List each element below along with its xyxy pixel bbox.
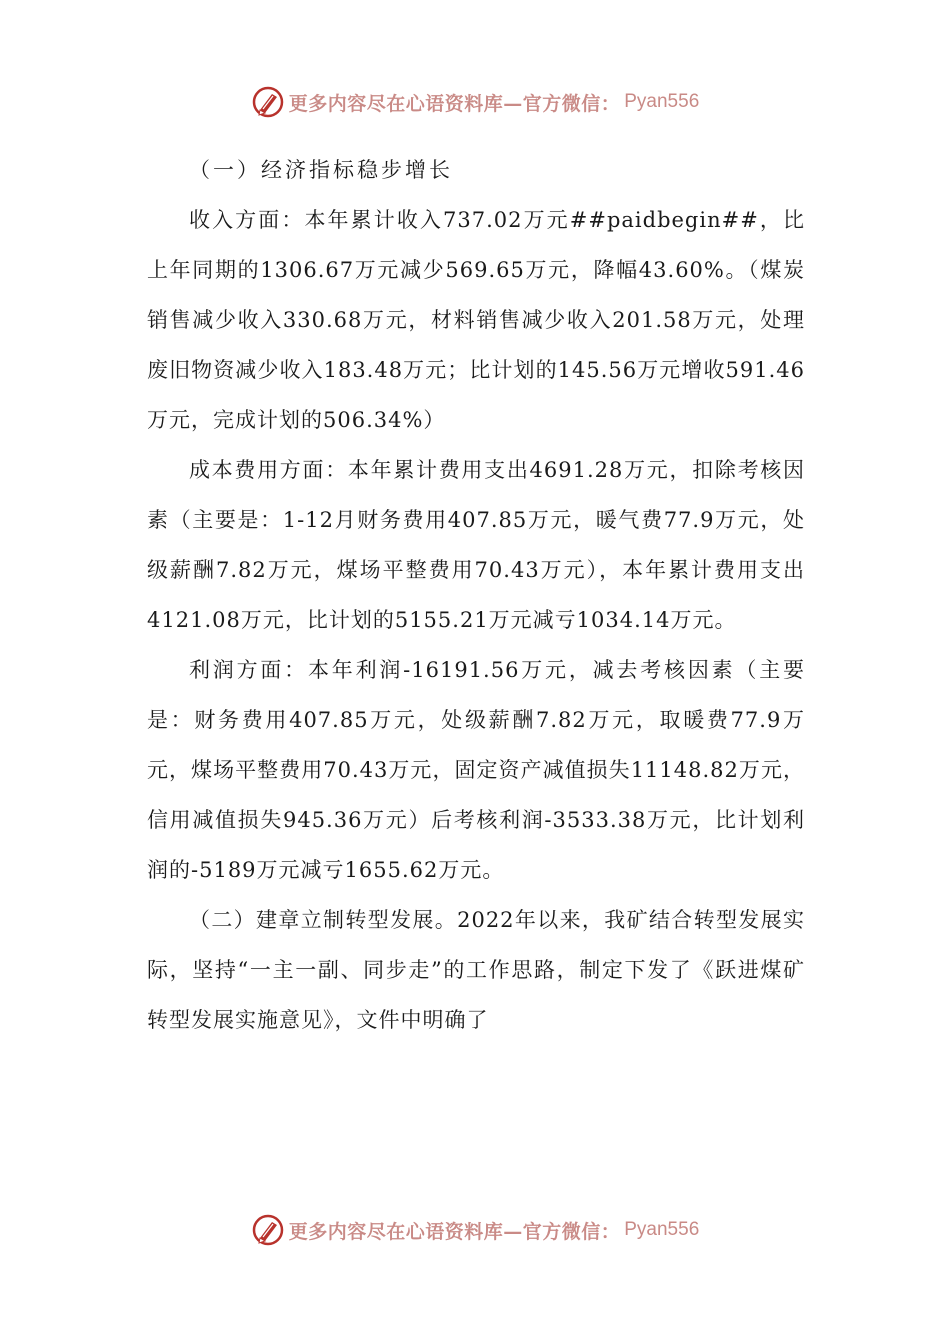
paragraph-transformation: （二）建章立制转型发展。2022年以来，我矿结合转型发展实际，坚持“一主一副、同步走”的工作思路，制定下发了《跃进煤矿转型发展实施意见》，文件中明确了: [147, 908, 805, 1032]
pen-nib-logo-icon: [251, 1213, 285, 1247]
paragraph-income: 收入方面：本年累计收入737.02万元##paidbegin##，比上年同期的1306.67万元减少569.65万元，降幅43.60%。（煤炭销售减少收入330.68万元，材料销售减少收入201.58万元，处理废旧物资减少收入183.48万元；比计划的145.56万元增收591.46万元，完成计划的506.34%）: [147, 208, 805, 432]
pen-nib-logo-icon: [251, 85, 285, 119]
footer-banner-text: 更多内容尽在心语资料库—官方微信：: [288, 1220, 621, 1243]
footer-banner-handle: Pyan556: [624, 1219, 700, 1240]
header-watermark-banner: [0, 82, 950, 122]
header-banner-handle: Pyan556: [624, 91, 700, 112]
paragraph-profit: 利润方面：本年利润-16191.56万元，减去考核因素（主要是：财务费用407.85万元，处级薪酬7.82万元，取暖费77.9万元，煤场平整费用70.43万元，固定资产减值损失11148.82万元，信用减值损失945.36万元）后考核利润-3533.38万元，比计划利润的-5189万元减亏1655.62万元。: [147, 658, 805, 882]
paragraph-costs: 成本费用方面：本年累计费用支出4691.28万元，扣除考核因素（主要是：1-12月财务费用407.85万元，暖气费77.9万元，处级薪酬7.82万元，煤场平整费用70.43万元），本年累计费用支出4121.08万元，比计划的5155.21万元减亏1034.14万元。: [147, 458, 805, 632]
header-banner-text: 更多内容尽在心语资料库—官方微信：: [288, 92, 621, 115]
footer-watermark-banner: [0, 1210, 950, 1250]
section-heading-economic-indicators: （一）经济指标稳步增长: [189, 158, 453, 182]
document-body: [147, 145, 805, 1045]
